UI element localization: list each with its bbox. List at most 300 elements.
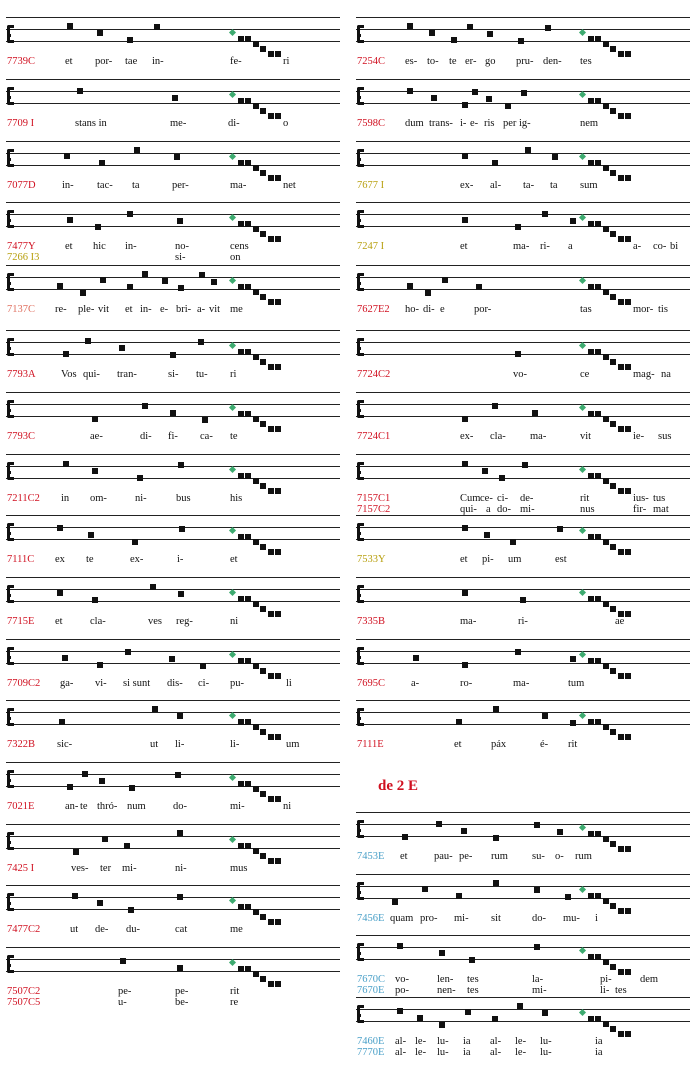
neume-note — [482, 468, 488, 474]
incipit-id[interactable]: 7670C — [357, 974, 386, 985]
lyric-syllable: ut — [70, 924, 79, 935]
incipit-id[interactable]: 7670E — [357, 985, 385, 996]
neume-note — [610, 841, 616, 847]
c-clef-icon — [7, 462, 14, 480]
neume-note — [439, 950, 445, 956]
neume-note — [618, 1031, 624, 1037]
lyric-syllable: lu- — [437, 1036, 449, 1047]
staff-line — [356, 17, 690, 18]
neume-note — [618, 51, 624, 57]
staff-line — [6, 909, 340, 910]
lyric-syllable: in- — [125, 241, 137, 252]
c-clef-icon — [7, 400, 14, 418]
neume-note — [534, 822, 540, 828]
neume-note — [407, 23, 413, 29]
lyric-syllable-second-line: be- — [175, 997, 189, 1008]
left-staff-0 — [0, 5, 340, 67]
neume-note — [595, 893, 601, 899]
neume-note — [610, 903, 616, 909]
staff-line — [356, 577, 690, 578]
right-staff-6 — [350, 380, 690, 442]
incipit-id[interactable]: 7477Y — [7, 241, 36, 252]
staff-line — [356, 651, 690, 652]
neume-note — [253, 416, 259, 422]
lyric-syllable-second-line: u- — [118, 997, 127, 1008]
neume-note — [73, 849, 79, 855]
neume-note — [588, 160, 594, 166]
neume-note — [570, 720, 576, 726]
staff-line — [6, 971, 340, 972]
staff-line — [6, 959, 340, 960]
incipit-id[interactable]: 7627E2 — [357, 304, 390, 315]
staff-line — [6, 577, 340, 578]
neume-note — [127, 211, 133, 217]
incipit-id[interactable]: 7021E — [7, 801, 35, 812]
left-staff-7 — [0, 442, 340, 504]
lyric-syllable: ie- — [633, 431, 645, 442]
lyric-syllable: ri- — [540, 241, 550, 252]
c-clef-icon — [7, 523, 14, 541]
neume-note — [253, 165, 259, 171]
incipit-id[interactable]: 7111C — [7, 554, 35, 565]
neume-note — [603, 601, 609, 607]
neume-note — [595, 221, 601, 227]
lyric-syllable: et — [454, 739, 462, 750]
custos-diamond-icon — [229, 342, 236, 349]
staff-line — [6, 226, 340, 227]
neume-note — [268, 236, 274, 242]
neume-note — [515, 224, 521, 230]
neume-note — [275, 175, 281, 181]
neume-note — [462, 590, 468, 596]
c-clef-icon — [7, 87, 14, 105]
custos-diamond-icon — [579, 153, 586, 160]
lyric-syllable: i — [595, 913, 598, 924]
neume-note — [422, 886, 428, 892]
neume-note — [275, 673, 281, 679]
neume-note — [253, 663, 259, 669]
neume-note — [72, 893, 78, 899]
neume-note — [260, 421, 266, 427]
lyric-syllable: rit — [580, 493, 590, 504]
c-clef-icon — [357, 523, 364, 541]
neume-note — [238, 36, 244, 42]
neume-note — [253, 354, 259, 360]
lyric-syllable: lu- — [540, 1036, 552, 1047]
lyric-syllable: in — [61, 493, 70, 504]
staff-line — [356, 997, 690, 998]
neume-note — [603, 1021, 609, 1027]
incipit-id[interactable]: 7157C2 — [357, 504, 391, 515]
neume-note — [245, 719, 251, 725]
incipit-id[interactable]: 7598C — [357, 118, 386, 129]
custos-diamond-icon — [229, 153, 236, 160]
lyric-syllable: pe- — [459, 851, 473, 862]
neume-note — [268, 364, 274, 370]
lyric-syllable: bi — [670, 241, 679, 252]
custos-diamond-icon — [579, 824, 586, 831]
neume-note — [588, 1016, 594, 1022]
incipit-id[interactable]: 7254C — [357, 56, 386, 67]
neume-note — [595, 473, 601, 479]
staff-line — [6, 17, 340, 18]
lyric-syllable: bri- — [176, 304, 192, 315]
lyric-syllable: ma- — [460, 616, 477, 627]
staff-line — [356, 79, 690, 80]
incipit-id[interactable]: 7111E — [357, 739, 384, 750]
staff-line — [356, 153, 690, 154]
neume-note — [505, 103, 511, 109]
lyric-syllable: um — [286, 739, 300, 750]
neume-note — [245, 98, 251, 104]
lyric-syllable: qui- — [83, 369, 100, 380]
lyric-syllable: a- — [411, 678, 420, 689]
staff-line — [6, 165, 340, 166]
neume-note — [238, 411, 244, 417]
lyric-syllable: o — [283, 118, 289, 129]
incipit-id[interactable]: 7770E — [357, 1047, 385, 1058]
staff-line — [356, 700, 690, 701]
neume-note — [545, 25, 551, 31]
staff-line — [6, 289, 340, 290]
lyric-syllable: mus — [230, 863, 248, 874]
incipit-id[interactable]: 7425 I — [7, 863, 35, 874]
neume-note — [610, 170, 616, 176]
staff-line — [6, 41, 340, 42]
neume-note — [557, 526, 563, 532]
lyric-syllable: ma- — [230, 180, 247, 191]
incipit-id[interactable]: 7322B — [7, 739, 36, 750]
neume-note — [402, 834, 408, 840]
lyric-syllable: et — [55, 616, 63, 627]
neume-note — [461, 828, 467, 834]
lyric-syllable: sic- — [57, 739, 73, 750]
incipit-id[interactable]: 7724C2 — [357, 369, 391, 380]
neume-note — [618, 299, 624, 305]
staff-line — [6, 762, 340, 763]
neume-note — [603, 539, 609, 545]
neume-note — [154, 24, 160, 30]
custos-diamond-icon — [229, 466, 236, 473]
right-staff-12 — [350, 800, 690, 862]
neume-note — [588, 36, 594, 42]
neume-note — [610, 964, 616, 970]
lyric-syllable: ves- — [71, 863, 89, 874]
neume-note — [260, 853, 266, 859]
neume-note — [625, 549, 631, 555]
lyric-syllable: tes — [580, 56, 592, 67]
lyric-syllable: er- — [465, 56, 477, 67]
staff-line — [6, 848, 340, 849]
neume-note — [588, 954, 594, 960]
neume-note — [253, 103, 259, 109]
neume-note — [397, 943, 403, 949]
neume-note — [588, 596, 594, 602]
staff-line — [6, 330, 340, 331]
c-clef-icon — [357, 585, 364, 603]
staff-line — [356, 265, 690, 266]
neume-note — [610, 483, 616, 489]
incipit-id[interactable]: 7709 I — [7, 118, 35, 129]
neume-note — [80, 290, 86, 296]
lyric-syllable: ho- — [405, 304, 419, 315]
staff-line — [6, 712, 340, 713]
neume-note — [472, 89, 478, 95]
right-staff-3 — [350, 190, 690, 252]
incipit-id[interactable]: 7453E — [357, 851, 385, 862]
neume-note — [275, 488, 281, 494]
neume-note — [625, 175, 631, 181]
neume-note — [142, 271, 148, 277]
neume-note — [552, 154, 558, 160]
lyric-syllable-second-line: tes — [467, 985, 479, 996]
lyric-syllable: net — [283, 180, 296, 191]
c-clef-icon — [357, 820, 364, 838]
neume-note — [603, 724, 609, 730]
c-clef-icon — [357, 400, 364, 418]
staff-line — [6, 700, 340, 701]
neume-note — [92, 597, 98, 603]
incipit-id[interactable]: 7211C2 — [7, 493, 40, 504]
lyric-syllable: tae — [125, 56, 138, 67]
neume-note — [625, 236, 631, 242]
incipit-id[interactable]: 7533Y — [357, 554, 386, 565]
neume-note — [487, 31, 493, 37]
neume-note — [610, 108, 616, 114]
lyric-syllable-second-line: le- — [415, 1047, 427, 1058]
incipit-id[interactable]: 7715E — [7, 616, 35, 627]
staff-line — [356, 165, 690, 166]
neume-note — [97, 662, 103, 668]
neume-note — [260, 544, 266, 550]
right-staff-9 — [350, 565, 690, 627]
custos-diamond-icon — [579, 712, 586, 719]
custos-diamond-icon — [229, 897, 236, 904]
lyric-syllable: pe- — [118, 986, 132, 997]
neume-note — [610, 544, 616, 550]
neume-note — [625, 969, 631, 975]
custos-diamond-icon — [229, 404, 236, 411]
lyric-syllable: ta — [132, 180, 140, 191]
right-staff-15 — [350, 985, 690, 1058]
c-clef-icon — [7, 25, 14, 43]
neume-note — [177, 894, 183, 900]
lyric-syllable: co- — [653, 241, 667, 252]
lyric-syllable: fe- — [230, 56, 242, 67]
neume-note — [439, 1022, 445, 1028]
neume-note — [618, 488, 624, 494]
neume-note — [417, 1015, 423, 1021]
c-clef-icon — [7, 708, 14, 726]
lyric-syllable: ro- — [460, 678, 473, 689]
lyric-syllable-second-line: si- — [175, 252, 186, 263]
neume-note — [85, 338, 91, 344]
neume-note — [253, 848, 259, 854]
lyric-syllable: su- — [532, 851, 545, 862]
c-clef-icon — [7, 210, 14, 228]
neume-note — [127, 284, 133, 290]
staff-line — [356, 342, 690, 343]
incipit-id[interactable]: 7266 I3 — [7, 252, 40, 263]
neume-note — [245, 966, 251, 972]
left-staff-4 — [0, 253, 340, 315]
neume-note — [172, 95, 178, 101]
incipit-id[interactable]: 7507C2 — [7, 986, 41, 997]
incipit-id[interactable]: 7247 I — [357, 241, 385, 252]
neume-note — [238, 534, 244, 540]
neume-note — [492, 403, 498, 409]
lyric-syllable: ga- — [60, 678, 74, 689]
neume-note — [595, 160, 601, 166]
neume-note — [595, 1016, 601, 1022]
neume-note — [253, 601, 259, 607]
neume-note — [132, 539, 138, 545]
neume-note — [202, 417, 208, 423]
incipit-id[interactable]: 7456E — [357, 913, 385, 924]
lyric-syllable: ri — [283, 56, 290, 67]
neume-note — [238, 596, 244, 602]
c-clef-icon — [7, 647, 14, 665]
lyric-syllable: et — [65, 56, 73, 67]
neume-note — [542, 1010, 548, 1016]
c-clef-icon — [7, 955, 14, 973]
custos-diamond-icon — [579, 589, 586, 596]
neume-note — [124, 843, 130, 849]
lyric-syllable: Vos — [61, 369, 77, 380]
neume-note — [253, 971, 259, 977]
neume-note — [462, 662, 468, 668]
neume-note — [178, 462, 184, 468]
neume-note — [260, 170, 266, 176]
lyric-syllable: de- — [95, 924, 109, 935]
neume-note — [268, 673, 274, 679]
neume-note — [618, 236, 624, 242]
lyric-syllable: tus — [653, 493, 666, 504]
neume-note — [238, 349, 244, 355]
incipit-id[interactable]: 7460E — [357, 1036, 385, 1047]
neume-note — [588, 473, 594, 479]
neume-note — [238, 843, 244, 849]
lyric-syllable: me — [230, 924, 243, 935]
c-clef-icon — [7, 585, 14, 603]
lyric-syllable: ri- — [518, 616, 528, 627]
neume-note — [456, 893, 462, 899]
lyric-syllable: ri — [230, 369, 237, 380]
neume-note — [625, 734, 631, 740]
right-staff-1 — [350, 67, 690, 129]
incipit-id[interactable]: 7335B — [357, 616, 386, 627]
lyric-syllable: por- — [474, 304, 492, 315]
neume-note — [603, 41, 609, 47]
incipit-id[interactable]: 7724C1 — [357, 431, 391, 442]
incipit-id[interactable]: 7739C — [7, 56, 36, 67]
neume-note — [92, 416, 98, 422]
incipit-id[interactable]: 7793A — [7, 369, 36, 380]
lyric-syllable: dum — [405, 118, 424, 129]
lyric-syllable: et — [460, 554, 468, 565]
lyric-syllable: te — [86, 554, 94, 565]
staff-line — [356, 886, 690, 887]
neume-note — [253, 226, 259, 232]
neume-note — [610, 729, 616, 735]
incipit-id[interactable]: 7137C — [7, 304, 36, 315]
staff-line — [6, 214, 340, 215]
neume-note — [275, 549, 281, 555]
neume-note — [595, 658, 601, 664]
custos-diamond-icon — [579, 277, 586, 284]
incipit-id[interactable]: 7077D — [7, 180, 36, 191]
lyric-syllable: sit — [491, 913, 501, 924]
lyric-syllable: et — [65, 241, 73, 252]
incipit-id[interactable]: 7695C — [357, 678, 386, 689]
neume-note — [610, 231, 616, 237]
lyric-syllable: ci- — [497, 493, 509, 504]
neume-note — [595, 831, 601, 837]
incipit-id[interactable]: 7709C2 — [7, 678, 41, 689]
lyric-syllable: me- — [170, 118, 187, 129]
c-clef-icon — [357, 25, 364, 43]
lyric-syllable: le- — [415, 1036, 427, 1047]
staff-line — [356, 935, 690, 936]
staff-line — [356, 515, 690, 516]
staff-line — [356, 947, 690, 948]
neume-note — [177, 218, 183, 224]
incipit-id[interactable]: 7507C5 — [7, 997, 41, 1008]
neume-note — [595, 596, 601, 602]
lyric-syllable: re- — [55, 304, 67, 315]
lyric-syllable: ni — [283, 801, 292, 812]
incipit-id[interactable]: 7793C — [7, 431, 36, 442]
neume-note — [260, 914, 266, 920]
neume-note — [595, 534, 601, 540]
lyric-syllable: li- — [230, 739, 240, 750]
lyric-syllable-second-line: al- — [490, 1047, 502, 1058]
neume-note — [588, 658, 594, 664]
neume-note — [268, 796, 274, 802]
lyric-syllable: his — [230, 493, 243, 504]
neume-note — [603, 898, 609, 904]
lyric-syllable: le- — [515, 1036, 527, 1047]
incipit-id[interactable]: 7677 I — [357, 180, 385, 191]
staff-line — [356, 663, 690, 664]
neume-note — [451, 37, 457, 43]
staff-line — [356, 277, 690, 278]
lyric-syllable-second-line: li- — [600, 985, 610, 996]
incipit-id[interactable]: 7157C1 — [357, 493, 391, 504]
lyric-syllable: a- — [633, 241, 642, 252]
lyric-syllable: mi- — [122, 863, 137, 874]
neume-note — [484, 532, 490, 538]
neume-note — [260, 791, 266, 797]
neume-note — [177, 965, 183, 971]
lyric-syllable-second-line: a — [486, 504, 491, 515]
neume-note — [618, 734, 624, 740]
lyric-syllable: ig- — [519, 118, 531, 129]
incipit-id[interactable]: 7477C2 — [7, 924, 41, 935]
staff-line — [6, 141, 340, 142]
neume-note — [260, 294, 266, 300]
neume-note — [245, 284, 251, 290]
staff-line — [6, 153, 340, 154]
left-staff-11 — [0, 688, 340, 750]
neume-note — [518, 38, 524, 44]
neume-note — [67, 23, 73, 29]
staff-line — [356, 724, 690, 725]
lyric-syllable: vit — [580, 431, 592, 442]
lyric-syllable: ris — [484, 118, 495, 129]
staff-line — [356, 103, 690, 104]
custos-diamond-icon — [579, 91, 586, 98]
